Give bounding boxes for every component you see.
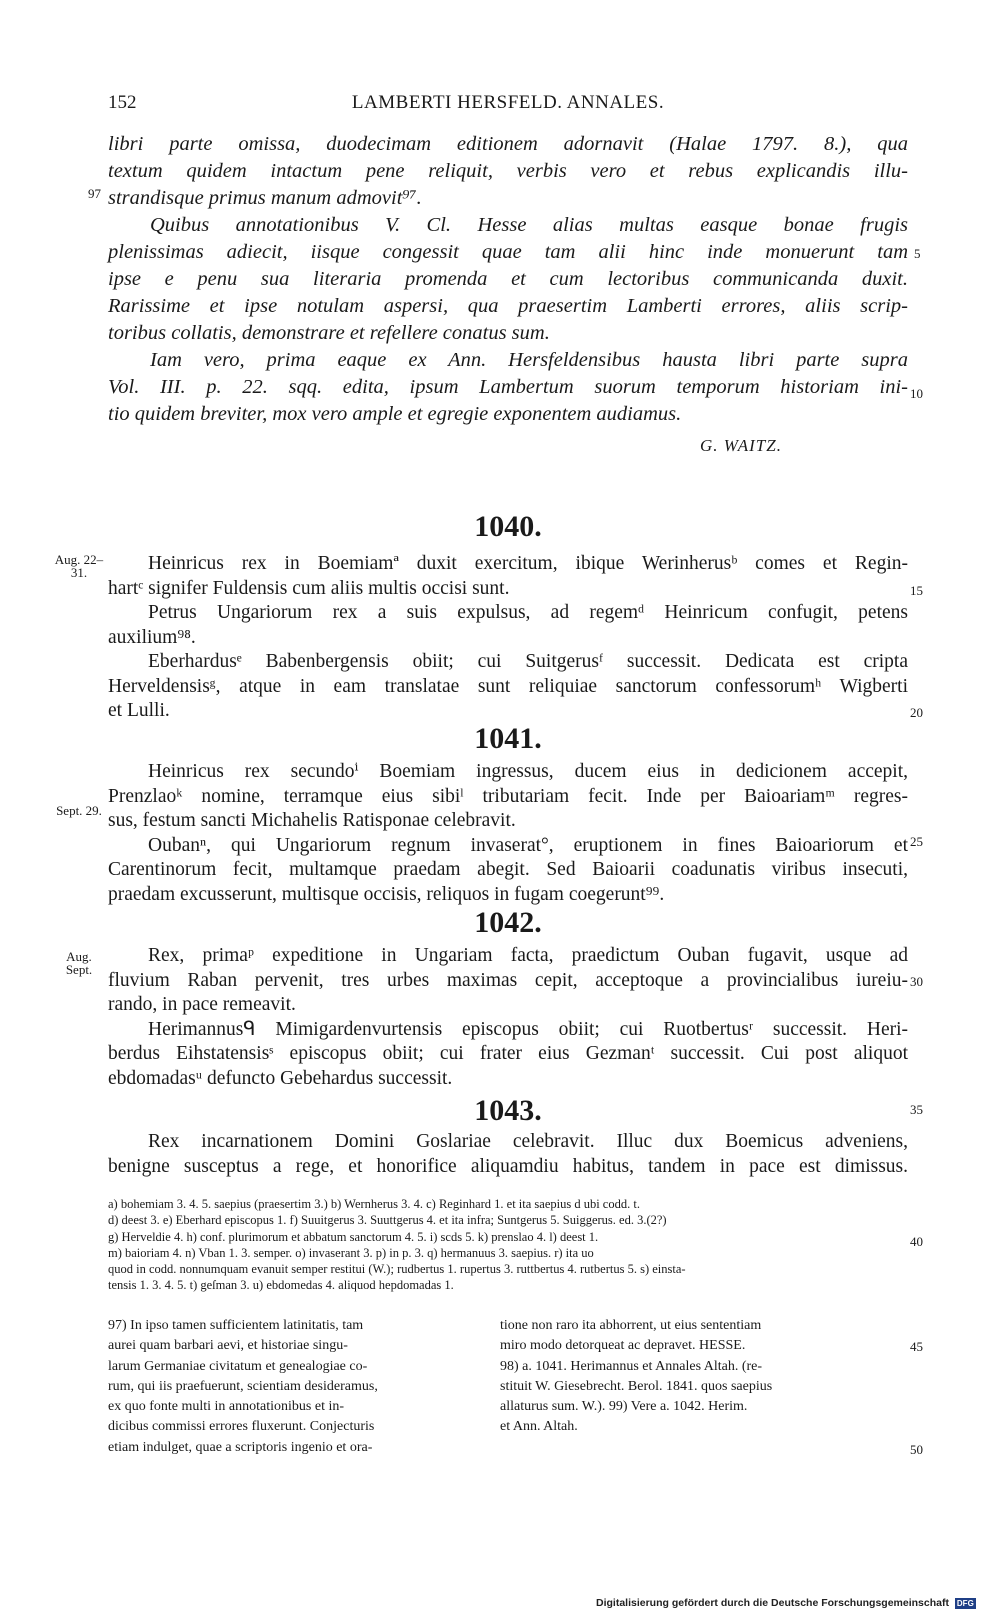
text-line: Oubanⁿ, qui Ungariorum regnum invaserat°, eruptionem in fines Baioariorum et <box>148 834 908 856</box>
line-number: 40 <box>910 1234 923 1249</box>
footnote-line: larum Germaniae civitatum et genealogiae co- <box>108 1358 368 1374</box>
text-line: Heinricus rex secundoⁱ Boemiam ingressus, ducem eius in dedicionem accepit, <box>148 761 908 782</box>
text-line: Rex, primaᵖ expeditione in Ungariam facta, praedictum Ouban fugavit, usque ad <box>148 945 908 966</box>
footnote-line: dicibus commissi errores fluxerunt. Conjecturis <box>108 1419 375 1435</box>
text-line: ipse e penu sua literaria promenda et cum lectoribus communicanda duxit. <box>108 268 908 290</box>
credit-text: Digitalisierung gefördert durch die Deutsche Forschungsgemeinschaft <box>596 1597 949 1609</box>
text-line: et Lulli. <box>108 700 170 721</box>
footnote-line: et Ann. Altah. <box>500 1419 578 1435</box>
running-title: LAMBERTI HERSFELD. ANNALES. <box>351 92 665 113</box>
text-line: strandisque primus manum admovit⁹⁷. <box>108 187 422 209</box>
text-line: ebdomadasᵘ defuncto Gebehardus successit. <box>108 1067 453 1089</box>
line-number: 25 <box>910 834 923 849</box>
footnote-line: tione non raro ita abhorrent, ut eius sententiam <box>500 1318 762 1333</box>
footnotes-left-column <box>108 1316 488 1458</box>
line-number: 97 <box>88 186 101 201</box>
margin-date: Sept. 29. <box>56 803 102 818</box>
text-line: Vol. III. p. 22. sqq. edita, ipsum Lambertum suorum temporum historiam ini- <box>108 376 908 398</box>
text-line: Prenzlaoᵏ nomine, terramque eius sibiˡ tributariam fecit. Inde per Baioariamᵐ regres- <box>108 785 908 807</box>
page-number: 152 <box>108 92 137 113</box>
text-line: Rex incarnationem Domini Goslariae celebravit. Illuc dux Boemicus adveniens, <box>148 1131 908 1152</box>
line-number: 10 <box>910 386 923 401</box>
footnote-line: aurei quam barbari aevi, et historiae singu- <box>108 1338 348 1354</box>
margin-date: Aug. Sept. <box>65 949 93 977</box>
footnote-line: miro modo detorqueat ac depravet. HESSE. <box>500 1338 746 1354</box>
entry-1041 <box>108 760 908 907</box>
footnotes-right-column <box>500 1316 890 1438</box>
dfg-logo: DFG <box>956 1599 974 1608</box>
variant-notes <box>108 1196 898 1294</box>
line-number: 30 <box>910 974 923 989</box>
footnote-line: 98) a. 1041. Herimannus et Annales Altah. (re- <box>500 1358 763 1374</box>
intro-text <box>108 131 908 428</box>
page-header <box>108 92 908 120</box>
text-line: Quibus annotationibus V. Cl. Hesse alias multas easque bonae frugis <box>150 214 908 236</box>
text-line: Rarissime et ipse notulam aspersi, qua praesertim Lamberti errores, aliis scrip- <box>108 295 908 317</box>
text-line: Eberhardusᵉ Babenbergensis obiit; cui Suitgerusᶠ successit. Dedicata est cripta <box>148 651 908 672</box>
footnote-line: etiam indulget, quae a scriptoris ingenio et ora- <box>108 1439 373 1455</box>
text-line: Herimannusᑫ Mimigardenvurtensis episcopus obiit; cui Ruotbertusʳ successit. Heri- <box>148 1018 908 1040</box>
note-line: g) Herveldie 4. h) conf. plurimorum et abbatum sanctorum 4. 5. i) scds 5. k) prenslao 4. l) deest 1. <box>108 1229 599 1244</box>
text-line: Carentinorum fecit, multamque praedam abegit. Sed Baioarii coadunatis viribus insecuti, <box>108 859 908 880</box>
year-heading-1043: 1043. <box>474 1094 542 1127</box>
text-line: Heinricus rex in Boemiamª duxit exercitum, ibique Werinherusᵇ comes et Regin- <box>148 553 908 574</box>
text-line: libri parte omissa, duodecimam editionem adornavit (Halae 1797. 8.), qua <box>108 133 908 155</box>
margin-date: Aug. 22–31. <box>54 552 104 580</box>
year-heading-1040: 1040. <box>474 510 542 543</box>
line-number: 15 <box>910 583 923 598</box>
text-line: textum quidem intactum pene reliquit, verbis vero et rebus explicandis illu- <box>108 160 908 182</box>
text-line: sus, festum sancti Michahelis Ratisponae celebravit. <box>108 810 516 831</box>
note-line: quod in codd. nonnumquam evanuit semper restitui (W.); rudbertus 1. rupertus 3. ruttbertus 4. rutbertus 5. s) einsta- <box>108 1262 686 1277</box>
text-line: benigne susceptus a rege, et honorifice aliquamdiu habitus, tandem in pace est dimissus. <box>108 1155 908 1177</box>
footnote-line: 97) In ipso tamen sufficientem latinitatis, tam <box>108 1318 364 1333</box>
entry-1043 <box>108 1130 908 1179</box>
footnote-line: allaturus sum. W.). 99) Vere a. 1042. Herim. <box>500 1399 748 1415</box>
text-line: berdus Eihstatensisˢ episcopus obiit; cui frater eius Gezmanᵗ successit. Cui post aliquot <box>108 1043 908 1064</box>
text-line: rando, in pace remeavit. <box>108 994 296 1015</box>
footnote-line: rum, qui iis praefuerunt, scientiam desideramus, <box>108 1378 378 1394</box>
text-line: tio quidem breviter, mox vero ample et egregie exponentem audiamus. <box>108 403 682 425</box>
line-number: 20 <box>910 705 923 720</box>
note-line: m) baioriam 4. n) Vban 1. 3. semper. o) invaserant 3. p) in p. 3. q) hermanuus 3. saepius. r) ita uo <box>108 1245 594 1260</box>
text-line: praedam excusserunt, multisque occisis, reliquos in fugam coegerunt⁹⁹. <box>108 883 665 905</box>
text-line: hartᶜ signifer Fuldensis cum aliis multis occisi sunt. <box>108 577 510 599</box>
year-heading-1041: 1041. <box>474 722 542 755</box>
text-line: Petrus Ungariorum rex a suis expulsus, ad regemᵈ Heinricum confugit, petens <box>148 602 908 623</box>
year-heading-1042: 1042. <box>474 906 542 939</box>
line-number: 50 <box>910 1442 923 1457</box>
text-line: fluvium Raban pervenit, tres urbes maximas cepit, acceptoque a provincialibus iureiu- <box>108 969 908 991</box>
note-line: a) bohemiam 3. 4. 5. saepius (praesertim 3.) b) Wernherus 3. 4. c) Reginhard 1. et ita saepius d ubi codd. t. <box>108 1197 640 1211</box>
text-line: toribus collatis, demonstrare et refellere conatus sum. <box>108 322 550 344</box>
text-line: auxilium⁹⁸. <box>108 626 196 648</box>
line-number: 5 <box>914 246 921 261</box>
line-number: 35 <box>910 1102 923 1117</box>
note-line: d) deest 3. e) Eberhard episcopus 1. f) Suuitgerus 3. Suuttgerus 4. et ita infra; Suntgerus 5. Suiggerus. ed. 3.(2?) <box>108 1213 667 1228</box>
text-line: Herveldensisᵍ, atque in eam translatae sunt reliquiae sanctorum confessorumʰ Wigberti <box>108 675 908 697</box>
note-line: tensis 1. 3. 4. 5. t) geſman 3. u) ebdomedas 4. aliquod hepdomadas 1. <box>108 1278 454 1293</box>
signature: G. WAITZ. <box>700 436 782 455</box>
footnote-line: stituit W. Giesebrecht. Berol. 1841. quos saepius <box>500 1378 773 1394</box>
text-line: Iam vero, prima eaque ex Ann. Hersfeldensibus hausta libri parte supra <box>150 349 908 371</box>
digitization-credit <box>596 1597 976 1609</box>
line-number: 45 <box>910 1339 923 1354</box>
entry-1042 <box>108 944 908 1091</box>
text-line: plenissimas adiecit, iisque congessit quae tam alii hinc inde monuerunt tam <box>108 241 908 263</box>
footnote-line: ex quo fonte multi in annotationibus et in- <box>108 1399 345 1415</box>
entry-1040 <box>108 552 908 724</box>
